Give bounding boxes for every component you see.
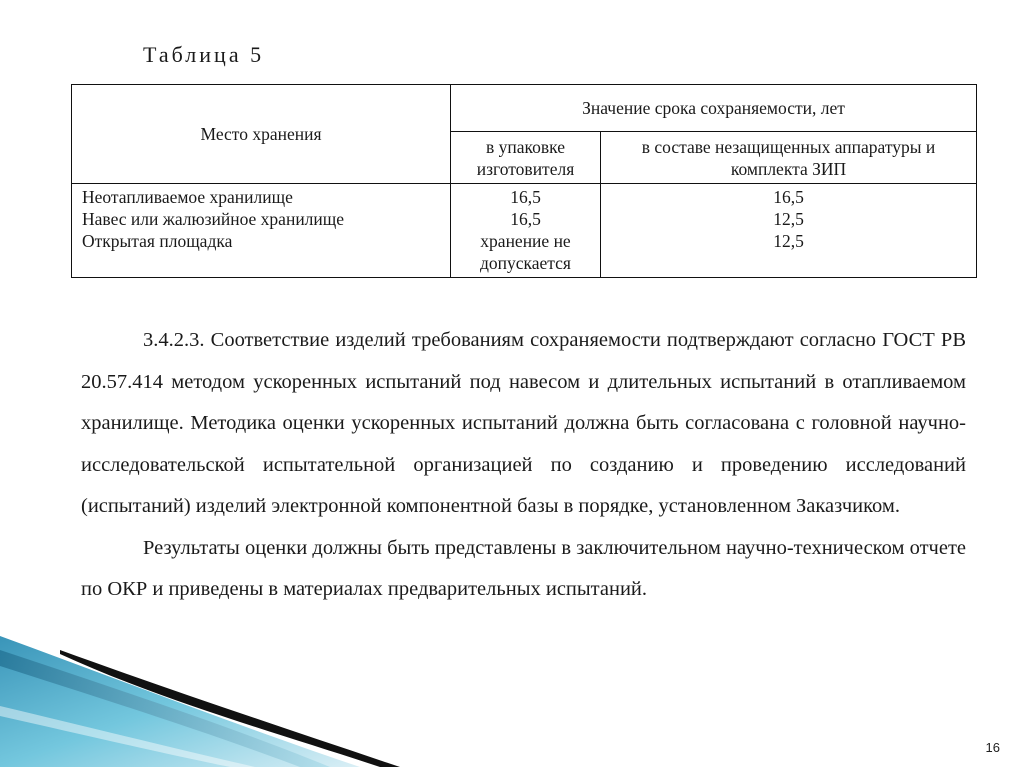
table-caption: Таблица 5 <box>143 42 265 67</box>
package-value: допускается <box>480 253 571 273</box>
page-number: 16 <box>985 740 1000 755</box>
paragraph-results: Результаты оценки должны быть представлены в заключительном научно-техническом отчете по ОКР и приведены в материалах предварительных испытаний. <box>81 536 966 600</box>
paragraph-conformity: 3.4.2.3. Соответствие изделий требованиям сохраняемости подтверждают согласно ГОСТ РВ 20.57.414 методом ускоренных испытаний под навесом и длительных испытаний в отапливаемом хранилище. Методика оценки ускоренных испытаний должна быть согласована с головной научно-исследовательской испытательной организацией по созданию и проведению исследований (испытаний) изделий электронной компонентной базы в порядке, установленном Заказчиком. <box>81 329 966 517</box>
header-storage-place: Место хранения <box>72 85 451 184</box>
equipment-value: 16,5 <box>773 187 804 207</box>
header-in-package-line1: в упаковке <box>486 136 565 157</box>
place-item: Неотапливаемое хранилище <box>82 187 293 207</box>
header-retention-value: Значение срока сохраняемости, лет <box>451 85 977 132</box>
header-in-package-line2: изготовителя <box>476 158 575 179</box>
equipment-value: 12,5 <box>773 231 804 251</box>
place-item: Открытая площадка <box>82 231 233 251</box>
place-item: Навес или жалюзийное хранилище <box>82 209 345 229</box>
package-value: хранение не <box>480 231 571 251</box>
equipment-value: 12,5 <box>773 209 804 229</box>
header-in-equipment-line2: комплекта ЗИП <box>730 158 847 179</box>
package-value: 16,5 <box>510 187 541 207</box>
header-in-equipment-line1: в составе незащищенных аппаратуры и <box>641 136 936 157</box>
package-value: 16,5 <box>510 209 541 229</box>
